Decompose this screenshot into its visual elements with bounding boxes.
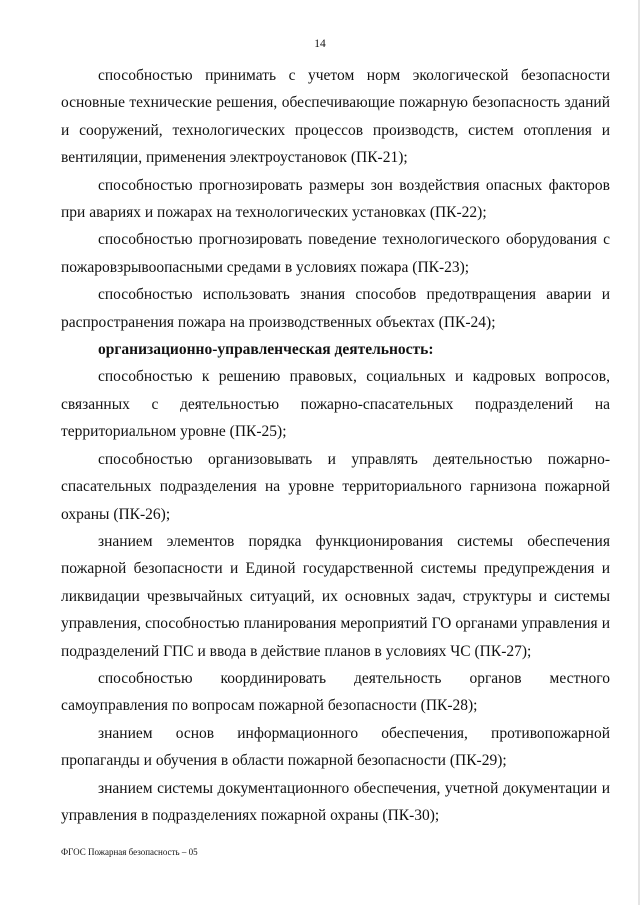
competency-pk-29: знанием основ информационного обеспечения, противопожарной пропаганды и обучения в области пожарной безопасности (ПК-29); [61,724,610,770]
competency-pk-28: способностью координировать деятельность органов местного самоуправления по вопросам пожарной безопасности (ПК-28); [61,669,610,715]
competency-pk-30: знанием системы документационного обеспечения, учетной документации и управления в подразделениях пожарной охраны (ПК-30); [61,779,610,824]
competency-pk-27: знанием элементов порядка функционирования системы обеспечения пожарной безопасности и Единой государственной системы предупреждения и ликвидации чрезвычайных ситуаций, их основных задач, структуры и системы управления, способностью планирования мероприятий ГО органами управления и подразделений ГПС и ввода в действие планов в условиях ЧС (ПК-27); [61,532,610,660]
document-body [61,62,610,829]
competency-pk-26: способностью организовывать и управлять деятельностью пожарно-спасательных подразделения на уровне территориального гарнизона пожарной охраны (ПК-26); [61,450,610,523]
section-heading: организационно-управленческая деятельность: [98,341,434,359]
competency-pk-21: способностью принимать с учетом норм экологической безопасности основные технические решения, обеспечивающие пожарную безопасность зданий и сооружений, технологических процессов производств, систем отопления и вентиляции, применения электроустановок (ПК-21); [61,67,610,167]
competency-pk-23: способностью прогнозировать поведение технологического оборудования с пожаровзрывоопасными средами в условиях пожара (ПК-23); [61,231,610,276]
page-number: 14 [314,38,326,50]
competency-pk-24: способностью использовать знания способов предотвращения аварии и распространения пожара на производственных объектах (ПК-24); [61,286,610,331]
competency-pk-22: способностью прогнозировать размеры зон воздействия опасных факторов при авариях и пожарах на технологических установках (ПК-22); [61,176,610,222]
page-footer: ФГОС Пожарная безопасность – 05 [61,847,198,857]
competency-pk-25: способностью к решению правовых, социальных и кадровых вопросов, связанных с деятельностью пожарно-спасательных подразделений на территориальном уровне (ПК-25); [61,368,610,441]
